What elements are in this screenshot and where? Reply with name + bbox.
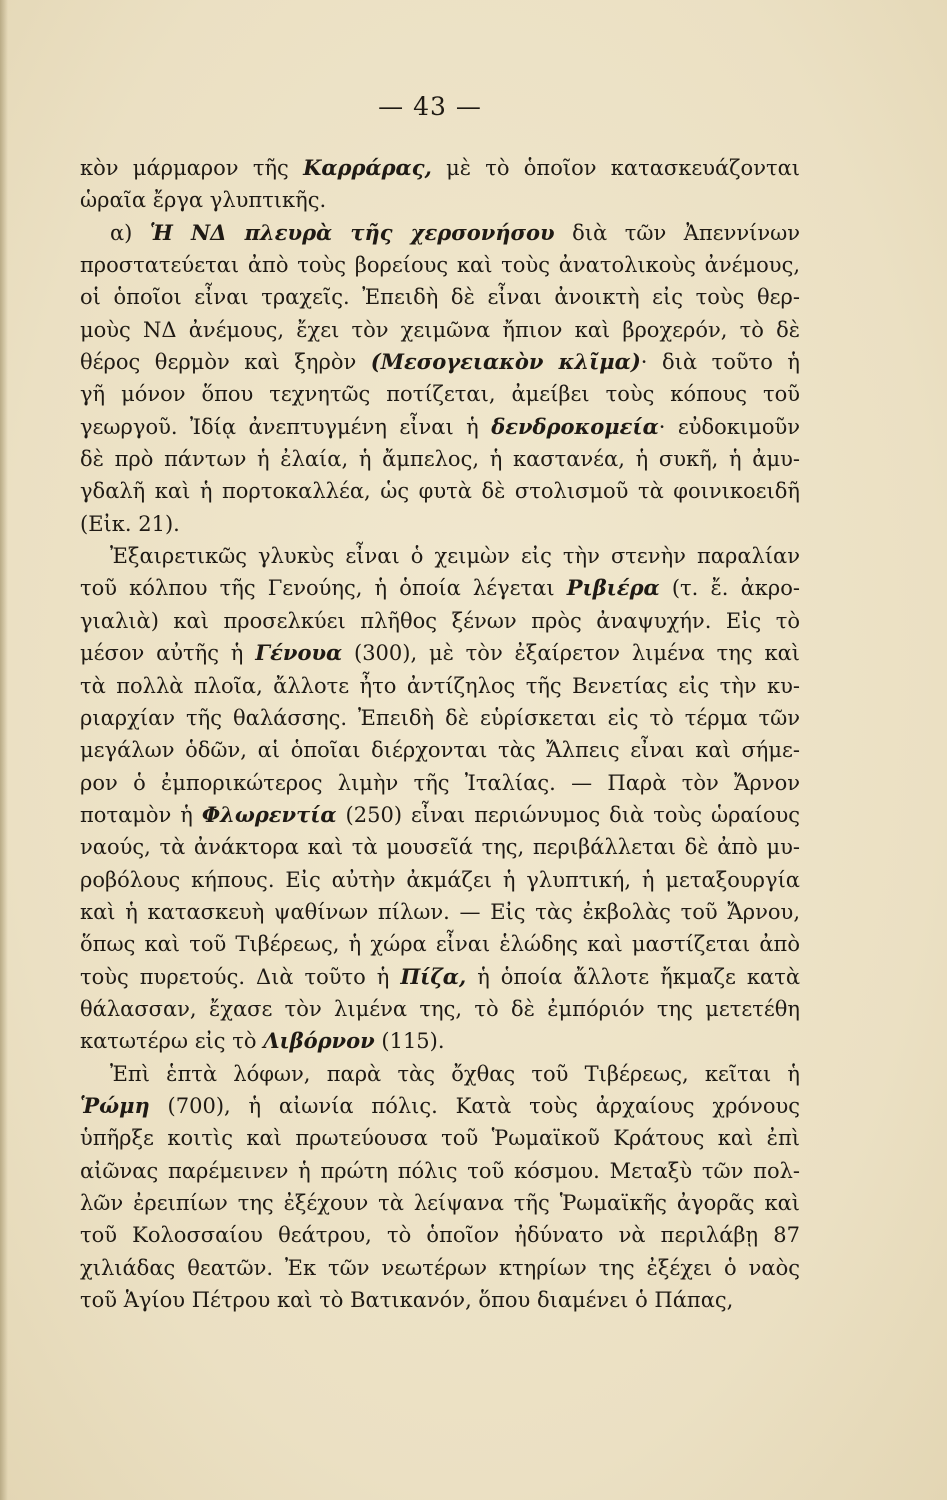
text-run: θέρος θερμὸν καὶ ξηρὸν: [80, 350, 371, 375]
text-line: [80, 734, 800, 766]
text-run: γεωργοῦ. Ἰδίᾳ ἀνεπτυγμένη εἶναι ἡ: [80, 414, 492, 439]
text-run: τοὺς πυρετούς. Διὰ τοῦτο ἡ: [80, 964, 401, 989]
text-line: [80, 249, 800, 281]
emphasized-term: Ριβιέρα: [566, 575, 660, 601]
text-run: μέσον αὐτῆς ἡ: [80, 641, 256, 666]
text-run: καὶ ἡ κατασκευὴ ψαθίνων πίλων. — Εἰς τὰς ἐκβολὰς τοῦ Ἄρνου,: [80, 899, 800, 924]
text-line: [80, 864, 800, 896]
text-run: δὲ πρὸ πάντων ἡ ἐλαία, ἡ ἄμπελος, ἡ καστανέα, ἡ συκῆ, ἡ ἀμυ-: [80, 447, 800, 472]
text-line: [80, 605, 800, 637]
text-line: [80, 637, 800, 669]
text-run: κατωτέρω εἰς τὸ: [80, 1029, 264, 1054]
text-run: ὑπῆρξε κοιτὶς καὶ πρωτεύουσα τοῦ Ῥωμαϊκοῦ Κράτους καὶ ἐπὶ: [80, 1126, 800, 1151]
text-run: τοῦ Κολοσσαίου θεάτρου, τὸ ὁποῖον ἠδύνατο νὰ περιλάβῃ 87: [80, 1223, 800, 1248]
text-run: τοῦ κόλπου τῆς Γενούης, ἡ ὁποία λέγεται: [80, 576, 567, 601]
text-line: [80, 767, 800, 799]
text-run: χιλιάδας θεατῶν. Ἐκ τῶν νεωτέρων κτηρίων της ἐξέχει ὁ ναὸς: [80, 1255, 800, 1280]
text-run: (250) εἶναι περιώνυμος διὰ τοὺς ὡραίους: [336, 802, 801, 827]
text-line: [80, 670, 800, 702]
page-number: — 43 —: [378, 92, 482, 121]
text-line: [80, 1122, 800, 1154]
text-line: [80, 831, 800, 863]
text-run: μεγάλων ὁδῶν, αἱ ὁποῖαι διέρχονται τὰς Ἄλπεις εἶναι καὶ σήμε-: [80, 738, 800, 763]
text-run: (115).: [374, 1029, 445, 1054]
text-line: [80, 572, 800, 604]
text-line: [80, 475, 800, 507]
text-run: τὰ πολλὰ πλοῖα, ἄλλοτε ἦτο ἀντίζηλος τῆς Βενετίας εἰς τὴν κυ-: [80, 673, 800, 698]
text-run: (700), ἡ αἰωνία πόλις. Κατὰ τοὺς ἀρχαίους χρόνους: [149, 1093, 800, 1118]
text-run: λῶν ἐρειπίων της ἐξέχουν τὰ λείψανα τῆς Ῥωμαϊκῆς ἀγορᾶς καὶ: [80, 1191, 800, 1215]
text-run: Ἐπὶ ἑπτὰ λόφων, παρὰ τὰς ὄχθας τοῦ Τιβέρεως, κεῖται ἡ: [110, 1061, 800, 1086]
text-run: ρον ὁ ἐμπορικώτερος λιμὴν τῆς Ἰταλίας. — Παρὰ τὸν Ἄρνον: [80, 770, 800, 795]
text-line: [80, 346, 800, 378]
text-run: γιαλιὰ) καὶ προσελκύει πλῆθος ξένων πρὸς ἀναψυχήν. Εἰς τὸ: [80, 608, 800, 633]
emphasized-term: (Μεσογειακὸν κλῖμα): [370, 349, 641, 375]
text-run: · εὐδοκιμοῦν: [658, 414, 800, 439]
text-run: οἱ ὁποῖοι εἶναι τραχεῖς. Ἐπειδὴ δὲ εἶναι ἀνοικτὴ εἰς τοὺς θερ-: [80, 285, 800, 310]
text-run: γῆ μόνον ὅπου τεχνητῶς ποτίζεται, ἀμείβει τοὺς κόπους τοῦ: [80, 382, 800, 407]
text-line: [80, 1155, 800, 1187]
text-run: αἰῶνας παρέμεινεν ἡ πρώτη πόλις τοῦ κόσμου. Μεταξὺ τῶν πολ-: [80, 1158, 800, 1183]
text-run: κὸν μάρμαρον τῆς: [80, 156, 304, 180]
text-run: γδαλῆ καὶ ἡ πορτοκαλλέα, ὡς φυτὰ δὲ στολισμοῦ τὰ φοινικοειδῆ: [80, 479, 800, 504]
text-line: [80, 411, 800, 443]
text-run: μὲ τὸ ὁποῖον κατασκευάζονται: [431, 156, 800, 180]
text-run: α): [110, 220, 150, 245]
text-run: μοὺς ΝΔ ἀνέμους, ἔχει τὸν χειμῶνα ἤπιον καὶ βροχερόν, τὸ δὲ: [80, 317, 800, 342]
text-line: [80, 799, 800, 831]
text-line: [80, 314, 800, 346]
text-run: ἡ ὁποία ἄλλοτε ἤκμαζε κατὰ: [466, 964, 800, 989]
text-run: ροβόλους κήπους. Εἰς αὐτὴν ἀκμάζει ἡ γλυπτική, ἡ μεταξουργία: [80, 867, 800, 892]
text-run: · διὰ τοῦτο ἡ: [640, 350, 800, 375]
text-line: [80, 1252, 800, 1284]
text-run: (300), μὲ τὸν ἐξαίρετον λιμένα της καὶ: [342, 641, 800, 666]
text-run: ναούς, τὰ ἀνάκτορα καὶ τὰ μουσεῖά της, περιβάλλεται δὲ ἀπὸ μυ-: [80, 835, 800, 860]
text-line: [80, 378, 800, 410]
text-line: [80, 1284, 800, 1316]
text-line: [80, 702, 800, 734]
emphasized-term: Ἡ ΝΔ πλευρὰ τῆς χερσονήσου: [149, 219, 555, 245]
text-line: [80, 993, 800, 1025]
text-run: ποταμὸν ἡ: [80, 802, 202, 827]
text-line: [80, 1058, 800, 1090]
text-line: [80, 1025, 800, 1057]
page-binding-edge: [0, 0, 8, 1500]
text-line: [80, 217, 800, 249]
emphasized-term: Καρράρας,: [303, 155, 432, 180]
emphasized-term: Γένουα: [255, 640, 343, 666]
text-line: [80, 1187, 800, 1219]
text-line: [80, 152, 800, 184]
text-run: θάλασσαν, ἔχασε τὸν λιμένα της, τὸ δὲ ἐμπόριόν της μετετέθη: [80, 996, 800, 1021]
text-line: [80, 443, 800, 475]
emphasized-term: Λιβόρνον: [263, 1028, 375, 1054]
text-run: προστατεύεται ἀπὸ τοὺς βορείους καὶ τοὺς ἀνατολικοὺς ἀνέμους,: [80, 253, 800, 278]
text-run: Ἐξαιρετικῶς γλυκὺς εἶναι ὁ χειμὼν εἰς τὴν στενὴν παραλίαν: [110, 544, 800, 569]
emphasized-term: Πίζα,: [400, 963, 467, 989]
text-line: [80, 281, 800, 313]
text-line: [80, 928, 800, 960]
text-line: [80, 1090, 800, 1122]
text-run: ὅπως καὶ τοῦ Τιβέρεως, ἡ χώρα εἶναι ἑλώδης καὶ μαστίζεται ἀπὸ: [80, 932, 800, 957]
emphasized-term: Φλωρεντία: [201, 801, 337, 827]
text-run: διὰ τῶν Ἀπεννίνων: [554, 220, 800, 245]
text-run: ριαρχίαν τῆς θαλάσσης. Ἐπειδὴ δὲ εὑρίσκεται εἰς τὸ τέρμα τῶν: [80, 705, 800, 730]
text-line: [80, 508, 800, 540]
text-line: [80, 896, 800, 928]
text-line: [80, 961, 800, 993]
text-run: ὡραῖα ἔργα γλυπτικῆς.: [80, 188, 327, 213]
text-line: [80, 1219, 800, 1251]
text-run: (Εἰκ. 21).: [80, 511, 180, 536]
emphasized-term: Ῥώμη: [80, 1092, 150, 1118]
text-run: (τ. ἔ. ἀκρο-: [659, 576, 800, 601]
text-line: [80, 184, 800, 216]
body-text: [80, 152, 800, 1316]
emphasized-term: δενδροκομεία: [491, 413, 659, 439]
text-run: τοῦ Ἁγίου Πέτρου καὶ τὸ Βατικανόν, ὅπου διαμένει ὁ Πάπας,: [80, 1288, 734, 1313]
text-line: [80, 540, 800, 572]
